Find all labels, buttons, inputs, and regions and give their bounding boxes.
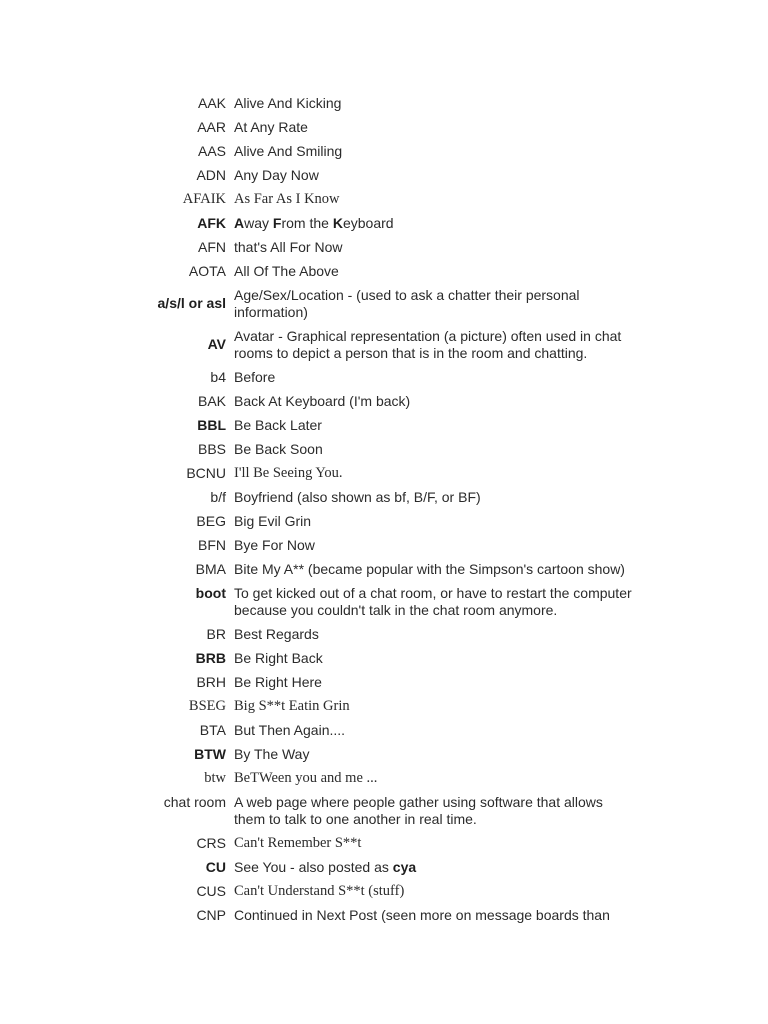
definition: Be Right Here	[234, 674, 322, 690]
term: BRH	[196, 674, 226, 690]
definition: By The Way	[234, 746, 310, 762]
glossary-row-bfn	[150, 537, 650, 554]
glossary-row-cnp	[150, 907, 650, 924]
term: AV	[207, 336, 226, 352]
definition	[234, 859, 634, 876]
emphasis-letter: A	[234, 215, 245, 231]
definition: Best Regards	[234, 626, 319, 642]
term: AAK	[197, 95, 226, 111]
term: ADN	[196, 167, 226, 183]
term: BBS	[197, 441, 226, 457]
term: CNP	[196, 907, 226, 923]
glossary-row-afaik	[150, 191, 650, 208]
term: btw	[204, 770, 226, 786]
definition	[234, 215, 634, 232]
term: BSEG	[188, 698, 226, 714]
term: AFN	[198, 239, 226, 255]
glossary-row-bf	[150, 489, 650, 506]
glossary-row-beg	[150, 513, 650, 530]
term: CUS	[196, 883, 226, 899]
glossary-row-bcnu	[150, 465, 650, 482]
definition: As Far As I Know	[234, 191, 340, 207]
glossary-row-chat-room	[150, 794, 650, 828]
glossary-row-afn	[150, 239, 650, 256]
definition-text: rom the	[281, 215, 333, 231]
term: BTW	[194, 746, 226, 762]
term: BFN	[198, 537, 226, 553]
term: AAS	[197, 143, 226, 159]
acronym-glossary	[150, 95, 650, 931]
definition: Avatar - Graphical representation (a picture) often used in chat rooms to depict a person that is in the room and chatting.	[234, 328, 622, 361]
glossary-row-boot	[150, 585, 650, 619]
glossary-row-aota	[150, 263, 650, 280]
term: BCNU	[186, 465, 226, 481]
glossary-row-btw-upper	[150, 746, 650, 763]
glossary-row-btw-lower	[150, 770, 650, 787]
term: BR	[206, 626, 226, 642]
glossary-row-bak	[150, 393, 650, 410]
glossary-row-aak	[150, 95, 650, 112]
term: chat room	[163, 794, 226, 810]
term: CU	[205, 859, 226, 875]
definition: Big S**t Eatin Grin	[234, 698, 350, 714]
glossary-row-br	[150, 626, 650, 643]
glossary-row-cu	[150, 859, 650, 876]
definition: Age/Sex/Location - (used to ask a chatter their personal information)	[234, 287, 580, 320]
definition: Continued in Next Post (seen more on message boards than	[234, 907, 610, 923]
glossary-row-aar	[150, 119, 650, 136]
definition: Be Back Soon	[234, 441, 323, 457]
glossary-row-bbs	[150, 441, 650, 458]
definition: I'll Be Seeing You.	[234, 465, 343, 481]
definition-text: way	[244, 215, 273, 231]
definition: Boyfriend (also shown as bf, B/F, or BF)	[234, 489, 481, 505]
definition: Any Day Now	[234, 167, 319, 183]
definition: Before	[234, 369, 276, 385]
definition: Can't Remember S**t	[234, 835, 362, 851]
definition: To get kicked out of a chat room, or have to restart the computer because you couldn't talk in the chat room anymore.	[234, 585, 632, 618]
term: BTA	[199, 722, 226, 738]
glossary-row-adn	[150, 167, 650, 184]
term: a/s/l or asl	[157, 295, 226, 311]
term: CRS	[196, 835, 226, 851]
term: BRB	[195, 650, 226, 666]
definition: Can't Understand S**t (stuff)	[234, 883, 405, 899]
definition: Big Evil Grin	[234, 513, 312, 529]
glossary-row-crs	[150, 835, 650, 852]
definition-text: eyboard	[342, 215, 394, 231]
glossary-row-cus	[150, 883, 650, 900]
definition: Alive And Kicking	[234, 95, 342, 111]
glossary-row-b4	[150, 369, 650, 386]
term: boot	[195, 585, 226, 601]
term: BEG	[196, 513, 226, 529]
term: b4	[210, 369, 226, 385]
definition: At Any Rate	[234, 119, 308, 135]
definition: Back At Keyboard (I'm back)	[234, 393, 411, 409]
definition: But Then Again....	[234, 722, 346, 738]
term: AFAIK	[182, 191, 226, 207]
definition: Be Back Later	[234, 417, 322, 433]
emphasis-letter: K	[332, 215, 343, 231]
term: BBL	[197, 417, 226, 433]
glossary-row-brb	[150, 650, 650, 667]
definition: that's All For Now	[234, 239, 343, 255]
glossary-row-asl	[150, 287, 650, 321]
definition: BeTWeen you and me ...	[234, 770, 378, 786]
term: b/f	[210, 489, 226, 505]
glossary-row-brh	[150, 674, 650, 691]
glossary-row-bbl	[150, 417, 650, 434]
glossary-row-av	[150, 328, 650, 362]
definition-text: See You - also posted as	[234, 859, 393, 875]
emphasis-word: cya	[392, 859, 417, 875]
glossary-row-bseg	[150, 698, 650, 715]
term: BMA	[195, 561, 226, 577]
term: AOTA	[188, 263, 226, 279]
definition: A web page where people gather using software that allows them to talk to one another in real time.	[234, 794, 603, 827]
glossary-row-bta	[150, 722, 650, 739]
glossary-row-bma	[150, 561, 650, 578]
definition: All Of The Above	[234, 263, 339, 279]
glossary-row-afk	[150, 215, 650, 232]
term: BAK	[197, 393, 226, 409]
definition: Bite My A** (became popular with the Simpson's cartoon show)	[234, 561, 625, 577]
term: AFK	[197, 215, 226, 231]
definition: Be Right Back	[234, 650, 323, 666]
definition: Alive And Smiling	[234, 143, 343, 159]
definition: Bye For Now	[234, 537, 315, 553]
glossary-row-aas	[150, 143, 650, 160]
term: AAR	[197, 119, 226, 135]
emphasis-letter: F	[272, 215, 282, 231]
